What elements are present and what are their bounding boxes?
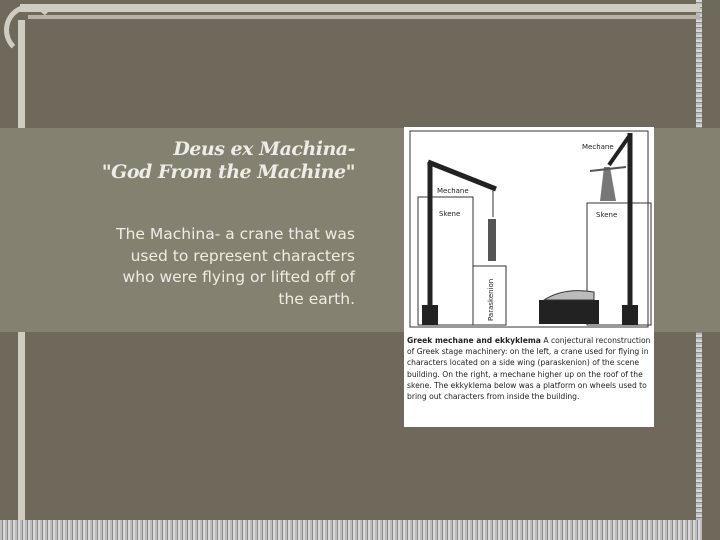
stage-diagram: [404, 127, 654, 332]
label-mechane-left: Mechane: [437, 187, 469, 195]
frame-top: [20, 4, 700, 12]
slide-body: The Machina- a crane that was used to represent characters who were flying or lifted off of the earth.: [116, 225, 355, 308]
suspended-figure: [488, 219, 496, 261]
slide-title: [100, 138, 355, 184]
label-mechane-right: Mechane: [582, 143, 614, 151]
label-skene-left: Skene: [439, 210, 461, 218]
frame-corner-scroll: [4, 4, 56, 56]
title-line-2: "God From the Machine": [101, 161, 355, 183]
god-figure: [600, 167, 616, 201]
label-skene-right: Skene: [596, 211, 618, 219]
title-line-1: Deus ex Machina-: [173, 138, 355, 160]
left-crane-arm: [428, 162, 496, 189]
label-paraskenion: Paraskenion: [487, 278, 495, 321]
caption-title: Greek mechane and ekkyklema: [407, 336, 541, 345]
speckled-border-bottom: [0, 520, 702, 540]
figure-caption: [407, 335, 651, 402]
ekkyklema-platform: [539, 300, 599, 324]
caption-text: A conjectural reconstruction of Greek stage machinery: on the left, a crane used for flying in characters located on a side wing (paraskenion) of the scene building. On the right, a mechane higher up on the roof of the skene. The ekkyklema below was a platform on wheels used to bring out characters from inside the building.: [407, 336, 651, 402]
frame-top-inner: [28, 15, 700, 19]
stage-machinery-figure: [404, 127, 654, 427]
